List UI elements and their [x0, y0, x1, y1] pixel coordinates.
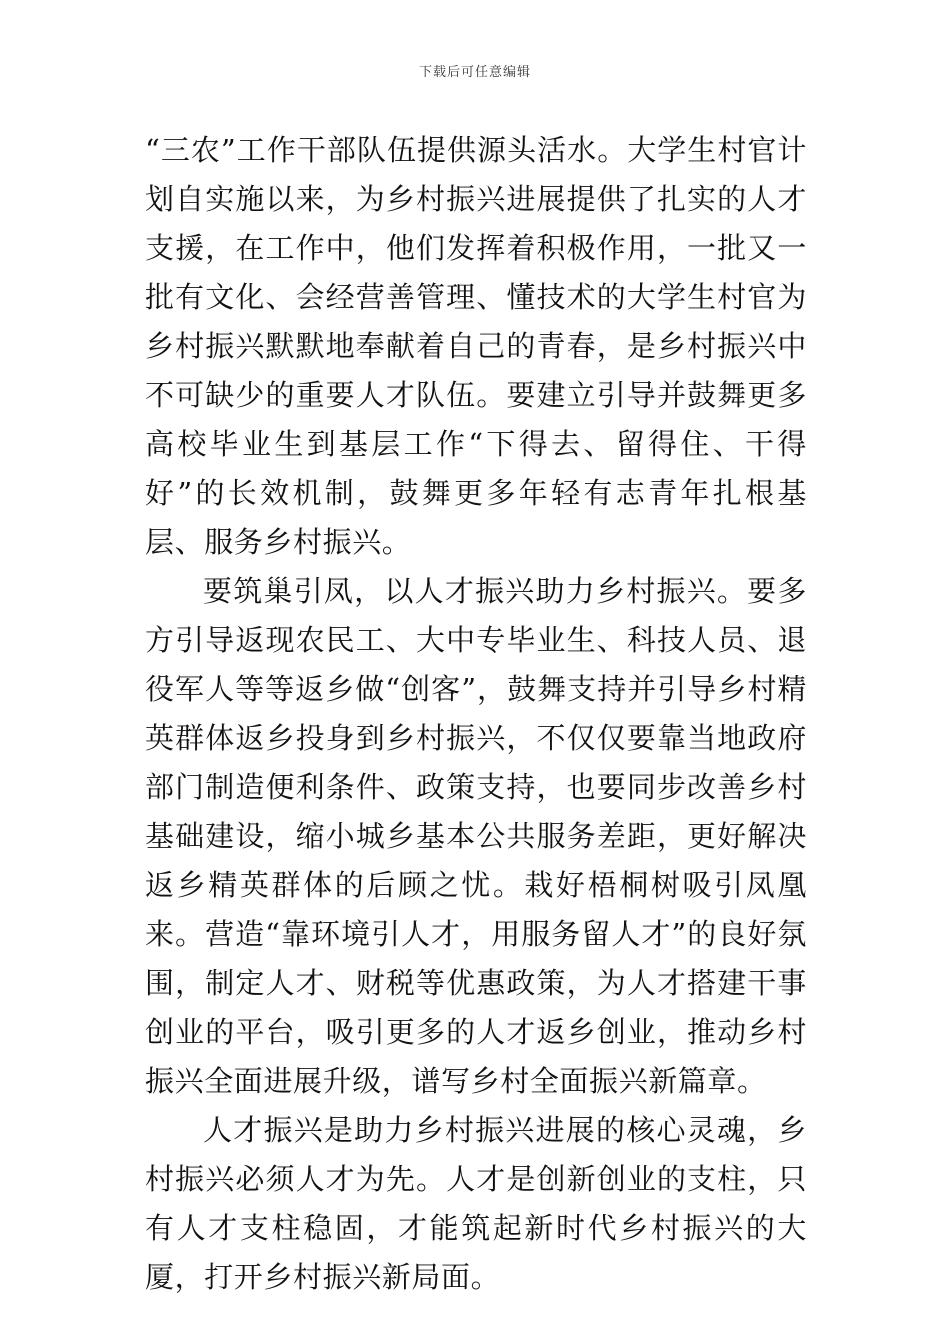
page-header: 下载后可任意编辑 [418, 65, 531, 80]
paragraph-talent-attraction: 要筑巢引凤，以人才振兴助力乡村振兴。要多方引导返现农民工、大中专毕业生、科技人员、退役军人等等返乡做“创客”，鼓舞支持并引导乡村精英群体返乡投身到乡村振兴，不仅仅要靠当地政府部门制造便利条件、政策支持，也要同步改善乡村基础建设，缩小城乡基本公共服务差距，更好解决返乡精英群体的后顾之忧。栽好梧桐树吸引凤凰来。营造“靠环境引人才，用服务留人才”的良好氛围，制定人才、财税等优惠政策，为人才搭建干事创业的平台，吸引更多的人才返乡创业，推动乡村振兴全面进展升级，谱写乡村全面振兴新篇章。 [145, 574, 807, 1098]
paragraph-conclusion: 人才振兴是助力乡村振兴进展的核心灵魂，乡村振兴必须人才为先。人才是创新创业的支柱，只有人才支柱稳固，才能筑起新时代乡村振兴的大厦，打开乡村振兴新局面。 [145, 1113, 807, 1294]
paragraph-continuation: “三农”工作干部队伍提供源头活水。大学生村官计划自实施以来，为乡村振兴进展提供了扎实的人才支援，在工作中，他们发挥着积极作用，一批又一批有文化、会经营善管理、懂技术的大学生村官为乡村振兴默默地奉献着自己的青春，是乡村振兴中不可缺少的重要人才队伍。要建立引导并鼓舞更多高校毕业生到基层工作“下得去、留得住、干得好”的长效机制，鼓舞更多年轻有志青年扎根基层、服务乡村振兴。 [145, 133, 807, 559]
document-body [145, 126, 807, 1302]
